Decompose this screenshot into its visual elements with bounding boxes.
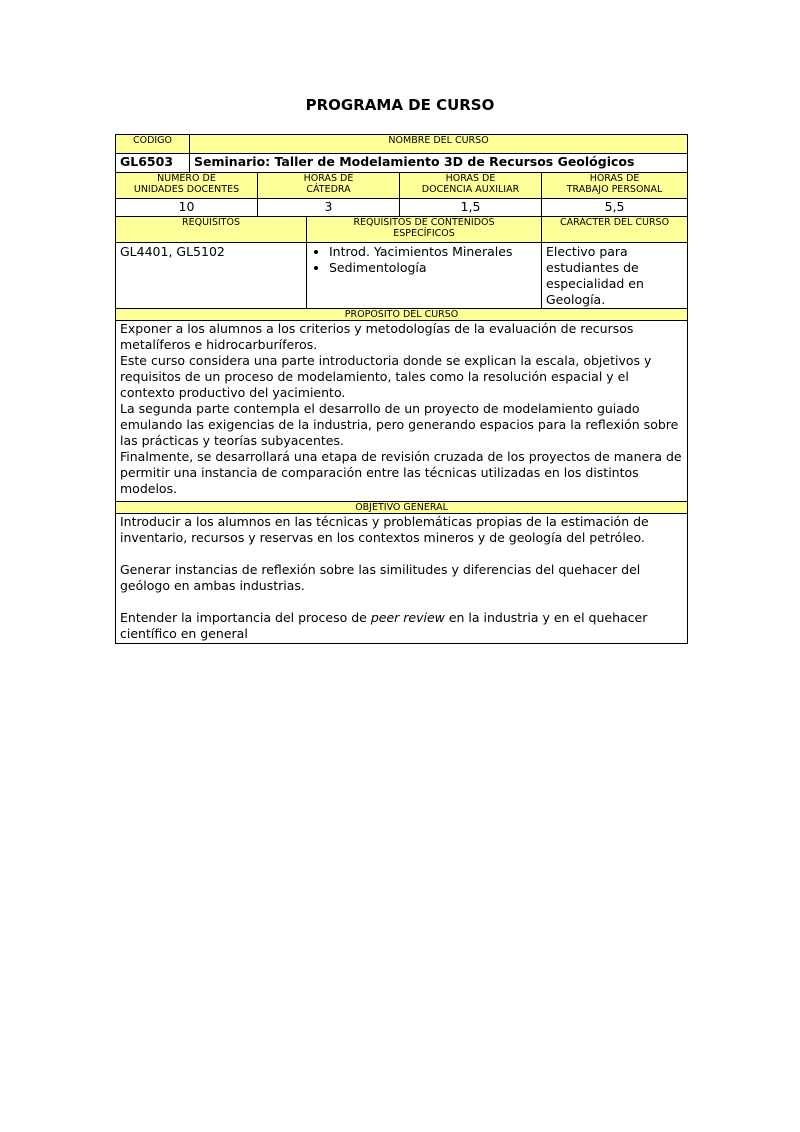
course-table <box>115 134 688 644</box>
header-personal <box>542 173 688 199</box>
header-unidades-l2: UNIDADES DOCENTES <box>133 184 240 195</box>
header-auxiliar-l2: DOCENCIA AUXILIAR <box>421 184 520 195</box>
proposito-paragraph: Este curso considera una parte introductoria donde se explican la escala, objetivos y requisitos de un proceso de modelamiento, tales como la resolución espacial y el contexto productivo del yacimiento. <box>120 353 652 400</box>
value-requisitos: GL4401, GL5102 <box>116 243 307 309</box>
proposito-paragraph: Finalmente, se desarrollará una etapa de revisión cruzada de los proyectos de manera de permitir una instancia de comparación entre las técnicas utilizadas en los distintos modelos. <box>120 449 682 496</box>
header-requisitos: REQUISITOS <box>116 217 307 243</box>
page-title: PROGRAMA DE CURSO <box>305 96 495 114</box>
objetivo-paragraph: Generar instancias de reflexión sobre las similitudes y diferencias del quehacer del geólogo en ambas industrias. <box>120 562 641 593</box>
course-code: GL6503 <box>116 154 190 173</box>
header-objetivo: OBJETIVO GENERAL <box>116 502 688 514</box>
header-catedra-l1: HORAS DE <box>303 173 354 184</box>
objetivo-paragraph: Introducir a los alumnos en las técnicas y problemáticas propias de la estimación de inventario, recursos y reservas en los contextos mineros y de geología del petróleo. <box>120 514 649 545</box>
course-name: Seminario: Taller de Modelamiento 3D de Recursos Geológicos <box>190 154 688 173</box>
value-auxiliar: 1,5 <box>400 199 542 217</box>
objetivo-italic-text: peer review <box>370 610 445 625</box>
header-nombre: NOMBRE DEL CURSO <box>190 135 688 154</box>
objetivo-body <box>116 514 688 644</box>
value-catedra: 3 <box>258 199 400 217</box>
header-catedra-l2: CÁTEDRA <box>306 184 351 195</box>
contenidos-list <box>311 244 537 276</box>
proposito-paragraph: Exponer a los alumnos a los criterios y metodologías de la evaluación de recursos metalíferos e hidrocarburíferos. <box>120 321 634 352</box>
value-caracter: Electivo para estudiantes de especialidad en Geología. <box>542 243 688 309</box>
list-item: • Introd. Yacimientos Minerales <box>329 244 537 260</box>
header-req-contenidos-l2: ESPECÍFICOS <box>393 228 455 239</box>
header-personal-l2: TRABAJO PERSONAL <box>566 184 663 195</box>
header-codigo: CÓDIGO <box>116 135 190 154</box>
header-auxiliar <box>400 173 542 199</box>
value-unidades: 10 <box>116 199 258 217</box>
objetivo-text: en la industria y en el quehacer científico en general <box>120 610 648 641</box>
value-personal: 5,5 <box>542 199 688 217</box>
header-personal-l1: HORAS DE <box>589 173 640 184</box>
list-item: • Sedimentología <box>329 260 537 276</box>
header-req-contenidos <box>307 217 542 243</box>
header-auxiliar-l1: HORAS DE <box>445 173 496 184</box>
objetivo-text: Entender la importancia del proceso de <box>120 610 371 625</box>
header-proposito: PROPÓSITO DEL CURSO <box>116 309 688 321</box>
header-catedra <box>258 173 400 199</box>
proposito-paragraph: La segunda parte contempla el desarrollo de un proyecto de modelamiento guiado emulando las exigencias de la industria, pero generando espacios para la reflexión sobre las prácticas y teorías subyacentes. <box>120 401 679 448</box>
value-contenidos <box>307 243 542 309</box>
header-caracter: CARÁCTER DEL CURSO <box>542 217 688 243</box>
header-unidades-l1: NUMERO DE <box>157 173 216 184</box>
objetivo-paragraph <box>120 610 683 642</box>
header-req-contenidos-l1: REQUISITOS DE CONTENIDOS <box>353 217 495 228</box>
header-unidades <box>116 173 258 199</box>
proposito-body <box>116 321 688 502</box>
